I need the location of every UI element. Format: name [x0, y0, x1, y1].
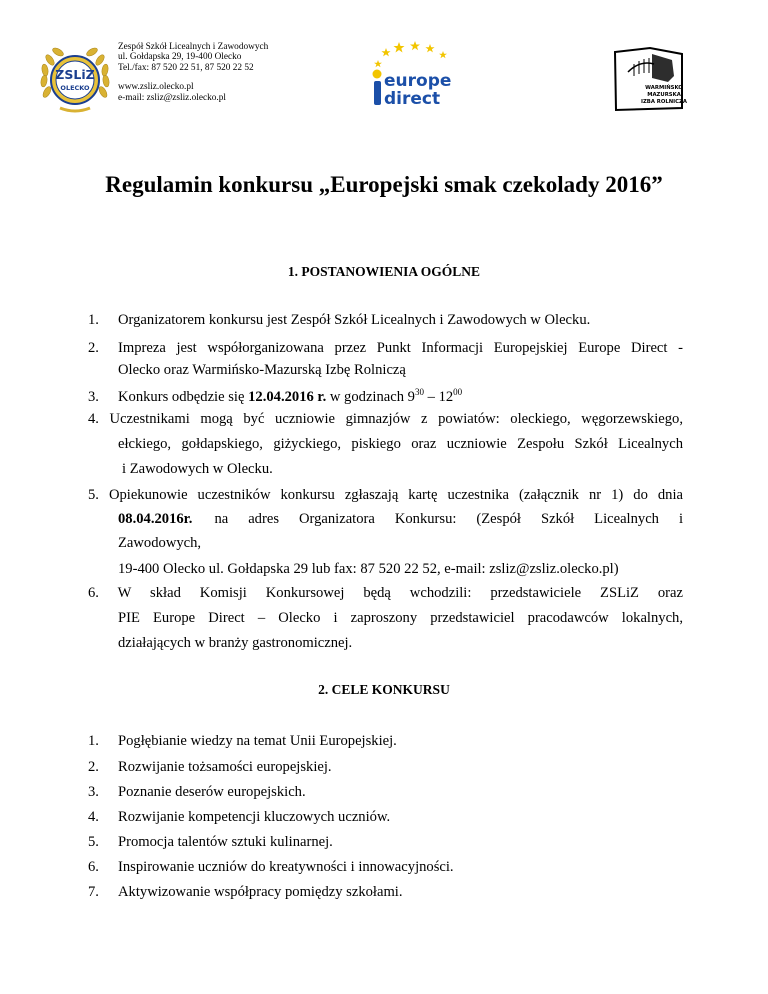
- s1-item1-text: Organizatorem konkursu jest Zespół Szkół Licealnych i Zawodowych w Olecku.: [118, 312, 591, 328]
- school-street: ul. Gołdapska 29, 19-400 Olecko: [118, 52, 242, 63]
- school-logo-sub: OLECKO: [60, 84, 90, 92]
- s2-item-num: 6.: [88, 859, 99, 875]
- s1-item3-date: 12.04.2016 r.: [248, 389, 327, 405]
- chamber-line3: IZBA ROLNICZA: [641, 99, 687, 105]
- s2-item-num: 1.: [88, 733, 99, 749]
- chamber-logo: [612, 46, 688, 116]
- school-logo: [38, 42, 112, 116]
- s1-item6-line3: działających w branży gastronomicznej.: [118, 635, 353, 651]
- school-logo-main: ZSLiZ: [55, 67, 95, 82]
- s2-item-num: 2.: [88, 759, 99, 775]
- s1-item1-num: 1.: [88, 312, 99, 328]
- chamber-line1: WARMIŃSKO: [645, 85, 683, 91]
- school-name: Zespół Szkół Licealnych i Zawodowych: [118, 42, 269, 52]
- school-address-block: [118, 42, 268, 103]
- s1-item2-line2: Olecko oraz Warmińsko-Mazurską Izbę Rolniczą: [118, 362, 406, 378]
- s1-item3-dash: – 12: [423, 389, 454, 405]
- s1-item4-line1: 4. Uczestnikami mogą być uczniowie gimnazjów z powiatów: oleckiego, węgorzewskiego,: [88, 411, 683, 427]
- school-phone: Tel./fax: 87 520 22 51, 87 520 22 52: [118, 62, 254, 73]
- chamber-line2: MAZURSKA: [647, 92, 681, 98]
- s2-item-num: 3.: [88, 784, 99, 800]
- s1-item2-line1: Impreza jest współorganizowana przez Punkt Informacji Europejskiej Europe Direct -: [118, 340, 683, 356]
- s1-item3-num: 3.: [88, 389, 99, 405]
- s1-item4-line2: ełckiego, gołdapskiego, giżyckiego, piskiego oraz uczniowie Zespołu Szkół Licealnych: [118, 436, 683, 452]
- s1-item5-date: 08.04.2016r.: [118, 511, 193, 527]
- s2-item-text: Promocja talentów sztuki kulinarnej.: [118, 834, 333, 850]
- page-title: Regulamin konkursu „Europejski smak czekolady 2016”: [105, 172, 663, 197]
- s2-item-text: Rozwijanie tożsamości europejskiej.: [118, 759, 332, 775]
- s1-item6-line1: 6. W skład Komisji Konkursowej będą wchodzili: przedstawiciele ZSLiZ oraz: [88, 585, 683, 601]
- europe-direct-line1: europe: [384, 71, 452, 91]
- section1-heading: 1. POSTANOWIENIA OGÓLNE: [287, 264, 481, 279]
- s2-item-text: Pogłębianie wiedzy na temat Unii Europejskiej.: [118, 733, 397, 749]
- s1-item5-line2: [118, 511, 683, 528]
- s2-item-num: 7.: [88, 884, 99, 900]
- s1-item5-line3: Zawodowych,: [118, 535, 202, 551]
- s1-item4-line3: i Zawodowych w Olecku.: [122, 461, 273, 477]
- s1-item3-text: [118, 389, 462, 406]
- s2-item-num: 4.: [88, 809, 99, 825]
- s2-item-text: Inspirowanie uczniów do kreatywności i innowacyjności.: [118, 859, 454, 875]
- europe-direct-logo: [365, 38, 457, 110]
- s1-item3-sup1: 30: [414, 387, 424, 398]
- s2-item-text: Rozwijanie kompetencji kluczowych uczniów.: [118, 809, 391, 825]
- school-email: e-mail: zsliz@zsliz.olecko.pl: [118, 92, 226, 103]
- s1-item5-line2-rest: na adres Organizatora Konkursu: (Zespół Szkół Licealnych i: [214, 511, 683, 527]
- s2-item-num: 5.: [88, 834, 99, 850]
- school-website: www.zsliz.olecko.pl: [118, 82, 194, 93]
- s1-item2-num: 2.: [88, 340, 99, 356]
- section2-heading: 2. CELE KONKURSU: [318, 682, 450, 697]
- s2-item-text: Poznanie deserów europejskich.: [118, 784, 306, 800]
- s1-item5-line4: 19-400 Olecko ul. Gołdapska 29 lub fax: 87 520 22 52, e-mail: zsliz@zsliz.olecko.pl): [118, 561, 619, 577]
- europe-direct-line2: direct: [384, 89, 441, 109]
- s1-item3-pre: Konkurs odbędzie się: [118, 389, 249, 405]
- s1-item3-mid: w godzinach 9: [326, 389, 415, 405]
- s1-item5-line1: 5. Opiekunowie uczestników konkursu zgłaszają kartę uczestnika (załącznik nr 1) do dnia: [88, 487, 683, 503]
- s2-item-text: Aktywizowanie współpracy pomiędzy szkołami.: [118, 884, 403, 900]
- s1-item6-line2: PIE Europe Direct – Olecko i zaproszony przedstawiciel pracodawców lokalnych,: [118, 610, 683, 626]
- s1-item3-sup2: 00: [453, 387, 463, 398]
